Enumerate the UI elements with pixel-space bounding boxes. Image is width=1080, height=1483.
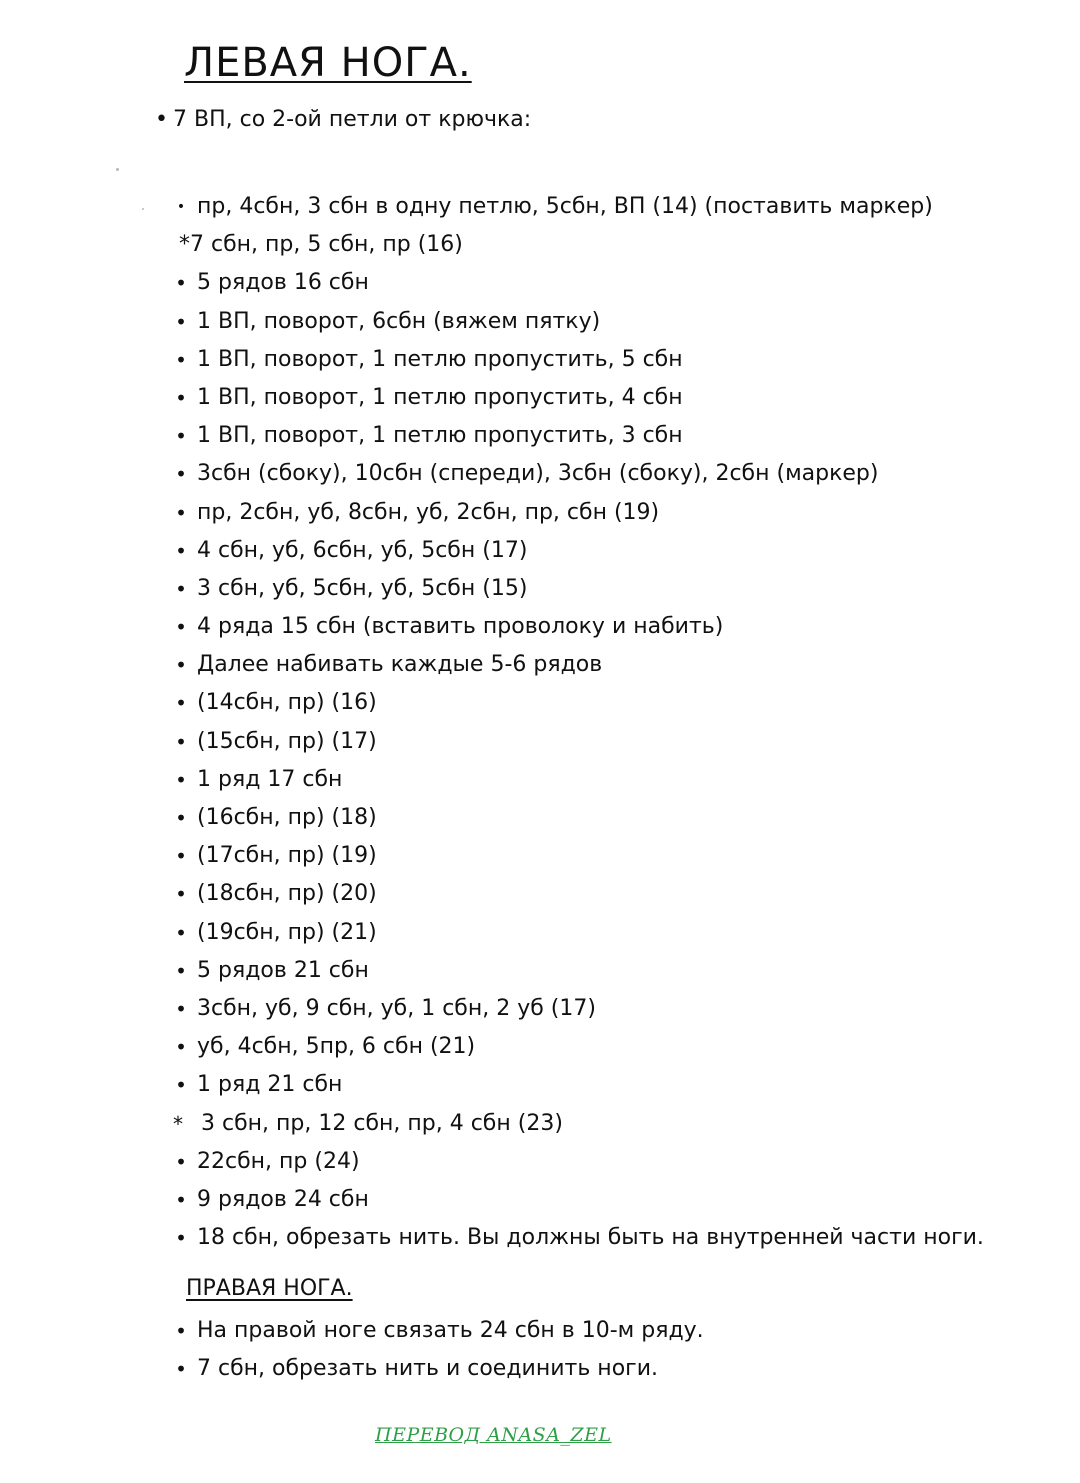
- list-item: [165, 1312, 704, 1350]
- intro-text: 7 ВП, со 2-ой петли от крючка:: [173, 107, 532, 132]
- left-leg-steps: [165, 188, 984, 1257]
- bullet: •: [175, 653, 187, 678]
- step-text: 1 ряд 17 сбн: [197, 766, 343, 792]
- step-text: (14сбн, пр) (16): [197, 690, 377, 716]
- bullet: •: [175, 882, 187, 907]
- list-item: [165, 417, 984, 455]
- list-item: [165, 264, 984, 302]
- step-text: (16сбн, пр) (18): [197, 805, 377, 830]
- bullet: •: [175, 729, 187, 754]
- bullet: •: [175, 691, 187, 716]
- bullet: •: [175, 1149, 187, 1174]
- list-item: [165, 1350, 704, 1388]
- step-text: 9 рядов 24 сбн: [197, 1186, 369, 1212]
- step-text: 18 сбн, обрезать нить. Вы должны быть на внутренней части ноги.: [197, 1225, 984, 1251]
- step-text: 7 сбн, обрезать нить и соединить ноги.: [197, 1356, 659, 1381]
- intro-line: [155, 107, 531, 132]
- bullet: •: [175, 347, 187, 372]
- list-item: [165, 341, 984, 379]
- list-item: [165, 952, 984, 990]
- list-item: [165, 1105, 984, 1143]
- bullet: •: [175, 1073, 187, 1098]
- step-text: пр, 2сбн, уб, 8сбн, уб, 2сбн, пр, сбн (19): [197, 499, 660, 525]
- step-text: 5 рядов 16 сбн: [197, 270, 369, 296]
- step-text: 22сбн, пр (24): [197, 1148, 360, 1174]
- step-text: 1 ряд 21 сбн: [197, 1072, 343, 1098]
- bullet: •: [175, 538, 187, 563]
- step-text: 1 ВП, поворот, 6сбн (вяжем пятку): [197, 308, 601, 334]
- list-item: [165, 1143, 984, 1181]
- bullet: •: [175, 767, 187, 792]
- bullet: •: [175, 424, 187, 449]
- list-item: [165, 684, 984, 722]
- list-item: [165, 226, 984, 264]
- bullet: •: [175, 1226, 187, 1251]
- bullet: •: [175, 615, 187, 640]
- bullet: •: [175, 576, 187, 601]
- bullet: •: [175, 1319, 187, 1343]
- bullet: •: [175, 462, 187, 487]
- bullet: •: [175, 1035, 187, 1060]
- bullet: •: [175, 271, 187, 296]
- list-item: [165, 1066, 984, 1104]
- list-item: [165, 837, 984, 875]
- bullet: •: [175, 844, 187, 869]
- bullet: •: [175, 385, 187, 410]
- list-item: [165, 532, 984, 570]
- list-item: [165, 494, 984, 532]
- list-item: [165, 379, 984, 417]
- bullet: •: [175, 996, 187, 1021]
- step-text: 1 ВП, поворот, 1 петлю пропустить, 4 сбн: [197, 384, 683, 410]
- scan-speck: [116, 168, 119, 171]
- list-item: [165, 608, 984, 646]
- step-text: 3сбн (сбоку), 10сбн (спереди), 3сбн (сбоку), 2сбн (маркер): [197, 461, 879, 487]
- bullet: •: [175, 920, 187, 945]
- step-text: *7 сбн, пр, 5 сбн, пр (16): [179, 232, 463, 258]
- list-item: [165, 799, 984, 837]
- step-text: На правой ноге связать 24 сбн в 10-м ряду.: [197, 1318, 704, 1343]
- list-item: [165, 188, 984, 226]
- step-text: 1 ВП, поворот, 1 петлю пропустить, 5 сбн: [197, 346, 683, 372]
- list-item: [165, 570, 984, 608]
- list-item: [165, 1181, 984, 1219]
- step-text: (18сбн, пр) (20): [197, 881, 377, 907]
- bullet: •: [175, 1357, 187, 1381]
- step-text: (15сбн, пр) (17): [197, 728, 377, 754]
- bullet: •: [175, 806, 187, 830]
- page-title: ЛЕВАЯ НОГА.: [184, 40, 472, 86]
- bullet: *: [173, 1111, 183, 1136]
- list-item: [165, 761, 984, 799]
- step-text: 5 рядов 21 сбн: [197, 957, 369, 983]
- list-item: [165, 455, 984, 493]
- intro-bullet: •: [155, 107, 168, 132]
- list-item: [165, 303, 984, 341]
- step-text: уб, 4сбн, 5пр, 6 сбн (21): [197, 1034, 476, 1060]
- step-text: 3 сбн, пр, 12 сбн, пр, 4 сбн (23): [201, 1110, 563, 1136]
- bullet: •: [175, 309, 187, 334]
- bullet: •: [175, 500, 187, 525]
- list-item: [165, 914, 984, 952]
- translator-credit: ПЕРЕВОД ANASA_ZEL: [375, 1424, 612, 1446]
- list-item: [165, 990, 984, 1028]
- step-text: 1 ВП, поворот, 1 петлю пропустить, 3 сбн: [197, 423, 683, 449]
- list-item: [165, 646, 984, 684]
- step-text: 4 сбн, уб, 6сбн, уб, 5сбн (17): [197, 537, 528, 563]
- step-text: (19сбн, пр) (21): [197, 919, 377, 945]
- step-text: (17сбн, пр) (19): [197, 843, 377, 869]
- list-item: [165, 1219, 984, 1257]
- bullet: •: [176, 199, 186, 215]
- list-item: [165, 875, 984, 913]
- list-item: [165, 1028, 984, 1066]
- right-leg-steps: [165, 1312, 704, 1388]
- right-leg-title: ПРАВАЯ НОГА.: [186, 1276, 353, 1301]
- step-text: Далее набивать каждые 5-6 рядов: [197, 652, 603, 678]
- step-text: 4 ряда 15 сбн (вставить проволоку и набить): [197, 614, 724, 640]
- step-text: 3 сбн, уб, 5сбн, уб, 5сбн (15): [197, 575, 528, 601]
- bullet: •: [175, 1187, 187, 1212]
- scan-speck: [142, 208, 144, 210]
- step-text: пр, 4сбн, 3 сбн в одну петлю, 5сбн, ВП (14) (поставить маркер): [197, 194, 933, 219]
- step-text: 3сбн, уб, 9 сбн, уб, 1 сбн, 2 уб (17): [197, 995, 596, 1021]
- bullet: •: [175, 958, 187, 983]
- list-item: [165, 723, 984, 761]
